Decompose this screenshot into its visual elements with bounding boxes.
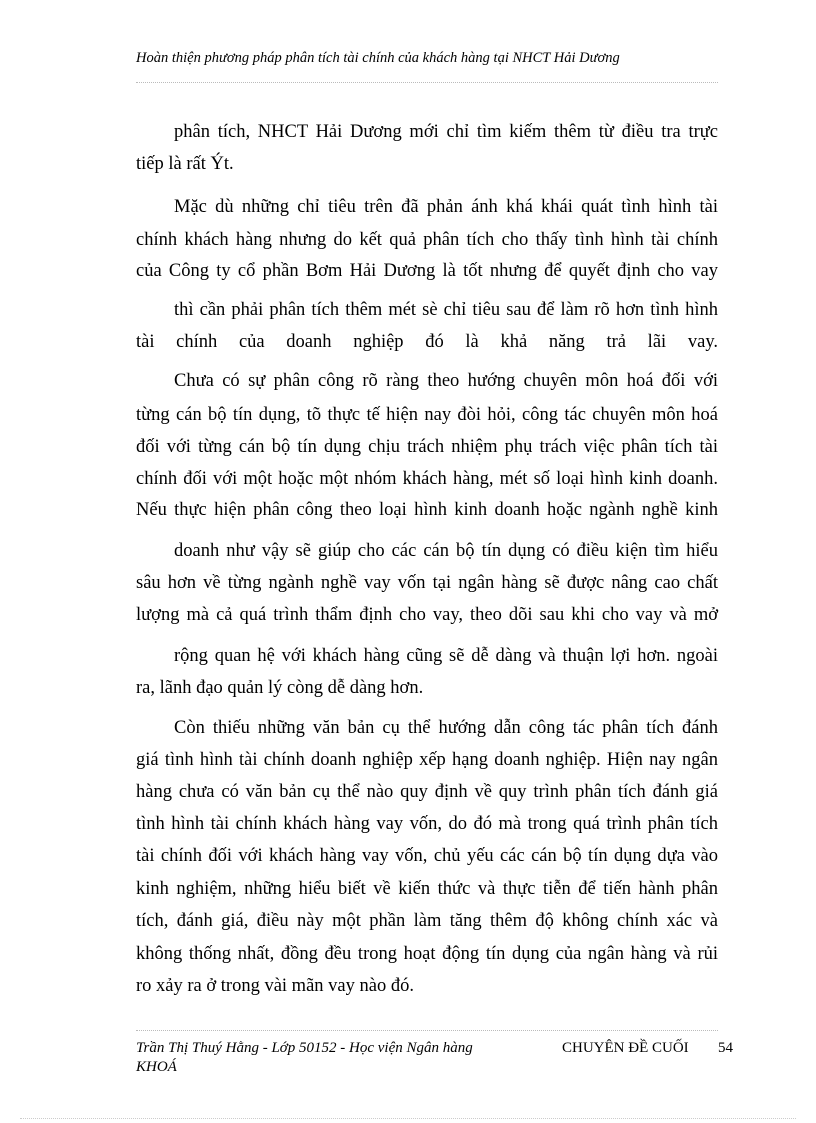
text-line: sâu hơn về từng ngành nghề vay vốn tại ngân hàng sẽ được nâng cao chất bbox=[136, 573, 718, 593]
text-line: Nếu thực hiện phân công theo loại hình kinh doanh hoặc ngành nghề kinh bbox=[136, 500, 718, 520]
text-line: chính đối với một hoặc một nhóm khách hàng, mét số loại hình kinh doanh. bbox=[136, 469, 718, 489]
page-header-title: Hoàn thiện phương pháp phân tích tài chính của khách hàng tại NHCT Hải Dương bbox=[136, 50, 620, 66]
text-line: doanh như vậy sẽ giúp cho các cán bộ tín dụng có điều kiện tìm hiểu bbox=[174, 541, 718, 561]
text-line: của Công ty cổ phần Bơm Hải Dương là tốt nhưng để quyết định cho vay bbox=[136, 261, 718, 281]
text-line: giá tình hình tài chính doanh nghiệp xếp hạng doanh nghiệp. Hiện nay ngân bbox=[136, 750, 718, 770]
text-line: đối với từng cán bộ tín dụng chịu trách nhiệm phụ trách việc phân tích tài bbox=[136, 437, 718, 457]
text-line: rộng quan hệ với khách hàng cũng sẽ dễ dàng và thuận lợi hơn. ngoài bbox=[174, 646, 718, 666]
text-line: tài chính đối với khách hàng vay vốn, chủ yếu các cán bộ tín dụng dựa vào bbox=[136, 846, 718, 866]
footer-author-line: Trần Thị Thuý Hằng - Lớp 50152 - Học viện Ngân hàng bbox=[136, 1040, 473, 1056]
text-line: ro xảy ra ở trong vài mãn vay nào đó. bbox=[136, 976, 414, 996]
footer-author-line: KHOÁ bbox=[136, 1059, 177, 1075]
text-line: Mặc dù những chỉ tiêu trên đã phản ánh khá khái quát tình hình tài bbox=[174, 197, 718, 217]
text-line: lượng mà cả quá trình thẩm định cho vay, theo dõi sau khi cho vay và mở bbox=[136, 605, 718, 625]
text-line: tích, đánh giá, điều này một phần làm tăng thêm độ không chính xác và bbox=[136, 911, 718, 931]
page-bottom-divider bbox=[20, 1118, 796, 1119]
footer-section-label: CHUYÊN ĐỀ CUỐI bbox=[562, 1040, 689, 1056]
text-line: ra, lãnh đạo quản lý còng dễ dàng hơn. bbox=[136, 678, 424, 698]
footer-author bbox=[136, 1039, 473, 1077]
text-line: tiếp là rất Ýt. bbox=[136, 154, 234, 174]
text-line: phân tích, NHCT Hải Dương mới chỉ tìm kiếm thêm từ điều tra trực bbox=[174, 122, 718, 142]
header-divider bbox=[136, 82, 718, 83]
text-line: tình hình tài chính khách hàng vay vốn, do đó mà trong quá trình phân tích bbox=[136, 814, 718, 834]
page-number: 54 bbox=[718, 1040, 733, 1056]
text-line: Chưa có sự phân công rõ ràng theo hướng chuyên môn hoá đối với bbox=[174, 371, 718, 391]
text-line: không thống nhất, đồng đều trong hoạt động tín dụng của ngân hàng và rủi bbox=[136, 944, 718, 964]
text-line: hàng chưa có văn bản cụ thể nào quy định về quy trình phân tích đánh giá bbox=[136, 782, 718, 802]
text-line: chính khách hàng nhưng do kết quả phân tích cho thấy tình hình tài chính bbox=[136, 230, 718, 250]
text-line: kinh nghiệm, những hiểu biết về kiến thức và thực tiễn để tiến hành phân bbox=[136, 879, 718, 899]
text-line: thì cần phải phân tích thêm mét sè chỉ tiêu sau để làm rõ hơn tình hình bbox=[174, 300, 718, 320]
text-line: từng cán bộ tín dụng, tõ thực tế hiện nay đòi hỏi, công tác chuyên môn hoá bbox=[136, 405, 718, 425]
text-line: tài chính của doanh nghiệp đó là khả năng trả lãi vay. bbox=[136, 332, 718, 352]
text-line: Còn thiếu những văn bản cụ thể hướng dẫn công tác phân tích đánh bbox=[174, 718, 718, 738]
footer-divider bbox=[136, 1030, 718, 1031]
